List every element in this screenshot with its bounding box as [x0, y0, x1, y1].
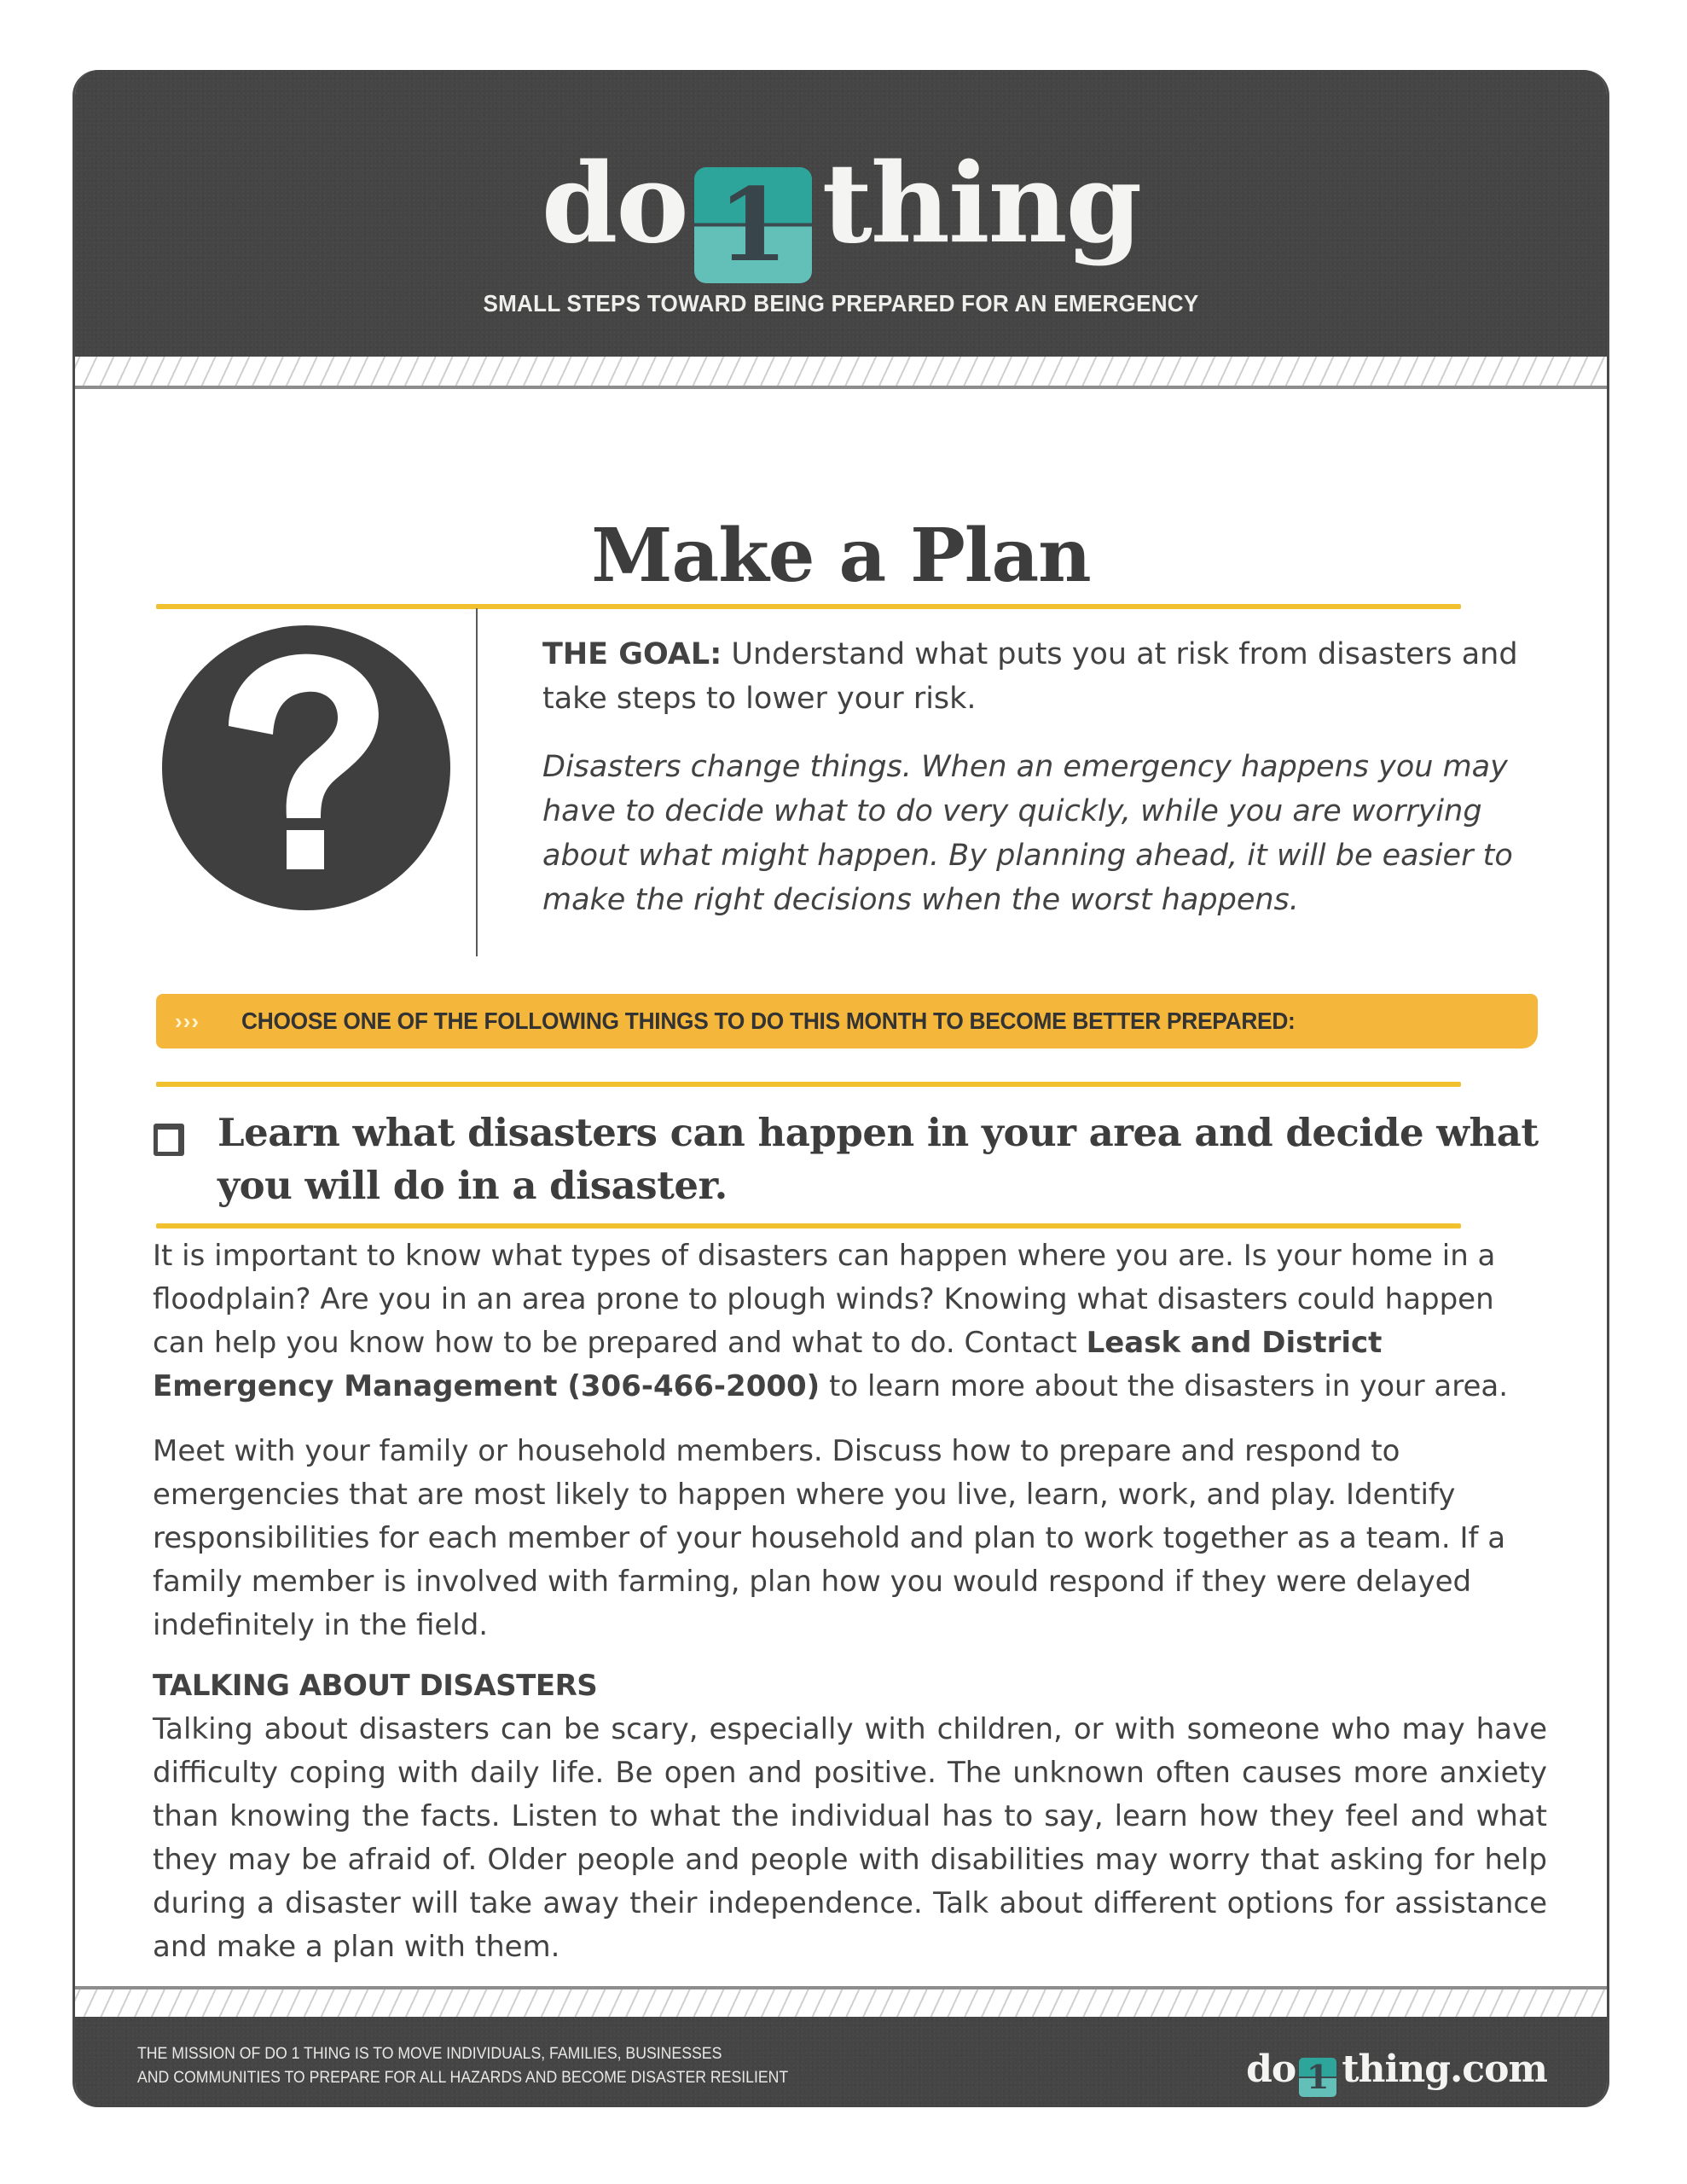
talking-text: Talking about disasters can be scary, especially with children, or with someone who may have difficulty coping with daily life. Be open and positive. The unknown often causes more anxiety than knowing the facts. Listen to what the individual has to say, learn how they feel and what they may be afraid of. Older people and people with disabilities may worry that asking for help during a disaster will take away their independence. Talk about different options for assistance and make a plan with them.: [153, 1712, 1547, 1964]
footer-logo-thing-com: thing.com: [1342, 2048, 1547, 2091]
paragraph2-text: Meet with your family or household members. Discuss how to prepare and respond to emergencies that are most likely to happen where you live, learn, work, and play. Identify responsibilities for each member of your household and plan to work together as a team. If a family member is involved with farming, plan how you would respond if they were delayed indefinitely in the field.: [153, 1434, 1506, 1642]
banner-text: CHOOSE ONE OF THE FOLLOWING THINGS TO DO THIS MONTH TO BECOME BETTER PREPARED:: [241, 1008, 1296, 1034]
paragraph1-before: It is important to know what types of disasters can happen where you are. Is your home in a floodplain? Are you in an area prone to plough winds? Knowing what disasters could happen can help you know how to be prepared and what to do. Contact: [153, 1239, 1496, 1360]
goal-intro: Disasters change things. When an emergency happens you may have to decide what to do very quickly, while you are worrying about what might happen. By planning ahead, it will be easier to make the right decisions when the worst happens.: [542, 750, 1513, 917]
page-title: Make a Plan: [591, 513, 1091, 599]
talking-heading: TALKING ABOUT DISASTERS: [153, 1669, 598, 1703]
paragraph-disaster-types: [153, 1234, 1547, 1409]
choose-one-banner: [156, 994, 1538, 1048]
do1thing-logo: [75, 140, 1607, 283]
logo-word-thing: thing: [821, 140, 1141, 268]
footer-stripe-divider: [75, 1986, 1607, 2018]
title-rule: [156, 604, 1461, 609]
mission-statement: [137, 2042, 788, 2090]
emergency-contact: Leask and District Emergency Management (306-466-2000): [153, 1326, 1383, 1403]
do1thing-website-logo[interactable]: [1246, 2046, 1547, 2097]
task-bottom-rule: [156, 1223, 1461, 1228]
goal-label: THE GOAL:: [542, 637, 722, 671]
goal-divider: [476, 608, 478, 956]
header-tagline: SMALL STEPS TOWARD BEING PREPARED FOR AN EMERGENCY: [483, 290, 1199, 317]
question-mark-glyph: [162, 625, 450, 910]
paragraph-family-meeting: [153, 1430, 1547, 1647]
task-top-rule: [156, 1082, 1461, 1087]
logo-word-do: do: [541, 140, 687, 268]
header-banner: [75, 70, 1607, 357]
footer-banner: [75, 2017, 1607, 2107]
mission-line-2: AND COMMUNITIES TO PREPARE FOR ALL HAZARDS AND BECOME DISASTER RESILIENT: [137, 2069, 789, 2087]
goal-statement: [542, 632, 1566, 721]
talking-about-disasters-section: [153, 1664, 1547, 1969]
header-stripe-divider: [75, 357, 1607, 389]
triple-chevron-icon: ›››: [175, 1008, 200, 1034]
goal-text: Understand what puts you at risk from disasters and take steps to lower your risk.: [542, 637, 1518, 716]
footer-logo-do: do: [1246, 2048, 1296, 2091]
logo-number-1-tile: 1: [694, 167, 812, 283]
fact-sheet-card: [72, 70, 1609, 2107]
task-title: Learn what disasters can happen in your area and decide what you will do in a disaster.: [217, 1110, 1539, 1208]
paragraph1-after: to learn more about the disasters in your area.: [820, 1369, 1509, 1403]
mission-line-1: THE MISSION OF DO 1 THING IS TO MOVE INDIVIDUALS, FAMILIES, BUSINESSES: [137, 2045, 722, 2063]
task-checkbox[interactable]: [154, 1124, 184, 1156]
goal-section: [542, 632, 1566, 922]
question-mark-icon: [162, 625, 450, 910]
footer-logo-number-1-tile: 1: [1299, 2058, 1336, 2097]
